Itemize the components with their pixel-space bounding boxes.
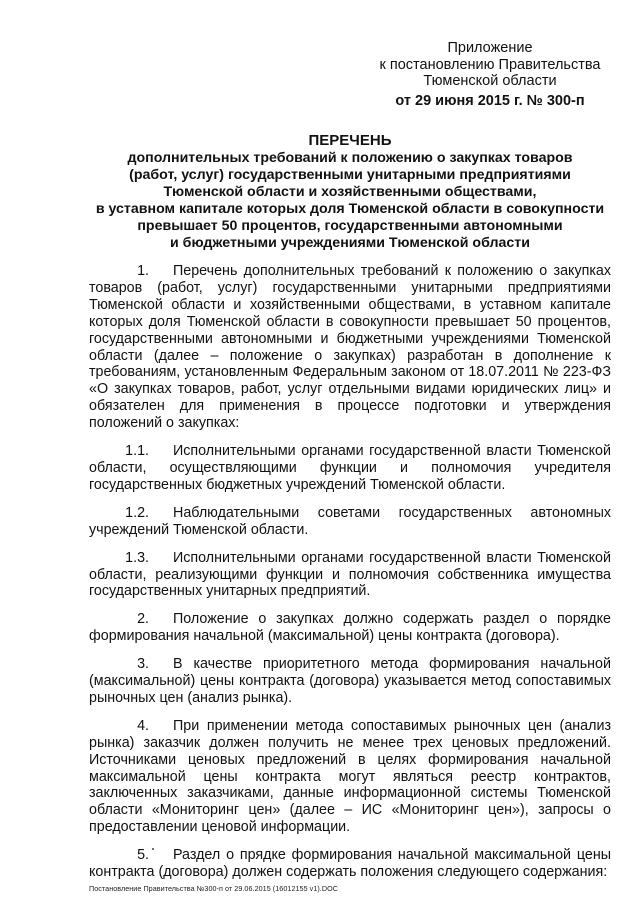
document-title: [80, 132, 620, 252]
paragraph-text: Положение о закупках должно содержать раздел о порядке формирования начальной (максимальной) цены контракта (договора).: [89, 611, 611, 645]
paragraph-2: [89, 611, 611, 645]
title-line: Тюменской области и хозяйственными обществами,: [163, 184, 537, 200]
document-footer: Постановление Правительства №300-п от 29.06.2015 (16012155 v1).DOC: [89, 884, 338, 893]
scan-speck: [152, 848, 154, 850]
title-main: ПЕРЕЧЕНЬ: [308, 132, 392, 149]
header-region-label: Тюменской области: [423, 73, 557, 89]
paragraph-4: [89, 718, 611, 836]
paragraph-number: 5.: [137, 847, 149, 864]
paragraph-3: [89, 656, 611, 707]
paragraph-text: Исполнительными органами государственной власти Тюменской области, осуществляющими функции и полномочия учредителя государственных бюджетных учреждений Тюменской области.: [89, 443, 611, 493]
paragraph-number: 1.2.: [125, 504, 149, 521]
paragraph-1-2: [89, 505, 611, 539]
paragraph-text: Наблюдательными советами государственных автономных учреждений Тюменской области.: [89, 504, 611, 538]
paragraph-text: Перечень дополнительных требований к положению о закупках товаров (работ, услуг) государственными унитарными предприятиями Тюменской области и хозяйственными обществами, в уставном капитале которых доля Тюменской области в совокупности превышает 50 процентов, государственными автономными и бюджетными учреждениями Тюменской области (далее – положение о закупках) разработан в дополнение к требованиям, установленным Федеральным законом от 18.07.2011 № 223-ФЗ «О закупках товаров, работ, услуг отдельными видами юридических лиц» и обязателен для применения в процессе подготовки и утверждения положений о закупках:: [89, 263, 611, 432]
title-line: превышает 50 процентов, государственными автономными: [137, 218, 563, 234]
paragraph-number: 1.: [137, 263, 149, 279]
paragraph-number: 2.: [137, 611, 149, 628]
header-date-number: от 29 июня 2015 г. № 300-п: [395, 92, 585, 109]
title-line: дополнительных требований к положению о закупках товаров: [127, 150, 573, 166]
paragraph-5: [89, 847, 611, 881]
paragraph-number: 3.: [137, 656, 149, 673]
header-appendix-label: Приложение: [447, 40, 533, 56]
paragraph-1: [89, 263, 611, 432]
paragraph-text: Раздел о прядке формирования начальной максимальной цены контракта (договора) должен содержать положения следующего содержания:: [89, 847, 611, 881]
paragraph-number: 4.: [137, 717, 149, 734]
title-line: и бюджетными учреждениями Тюменской области: [170, 235, 530, 251]
title-line: в уставном капитале которых доля Тюменской области в совокупности: [95, 201, 605, 217]
paragraph-text: При применении метода сопоставимых рыночных цен (анализ рынка) заказчик должен получить не менее трех ценовых предложений. Источниками ценовых предложений в целях формирования начальной максимальной цены контракта могут являться реестр контрактов, заключенных заказчиками, данные информационной системы Тюменской области «Мониторинг цен» (далее – ИС «Мониторинг цен»), запросы о предоставлении ценовой информации.: [89, 717, 611, 836]
paragraph-number: 1.3.: [125, 549, 149, 566]
document-header: [360, 40, 620, 109]
paragraph-1-3: [89, 550, 611, 601]
paragraph-number: 1.1.: [125, 443, 149, 460]
paragraph-text: В качестве приоритетного метода формирования начальной (максимальной) цены контракта (договора) указывается метод сопоставимых рыночных цен (анализ рынка).: [89, 656, 611, 706]
title-line: (работ, услуг) государственными унитарными предприятиями: [129, 167, 571, 183]
paragraph-1-1: [89, 443, 611, 494]
document-body: [89, 263, 611, 892]
header-resolution-label: к постановлению Правительства: [379, 56, 601, 73]
paragraph-text: Исполнительными органами государственной власти Тюменской области, реализующими функции и полномочия собственника имущества государственных унитарных предприятий.: [89, 549, 611, 600]
